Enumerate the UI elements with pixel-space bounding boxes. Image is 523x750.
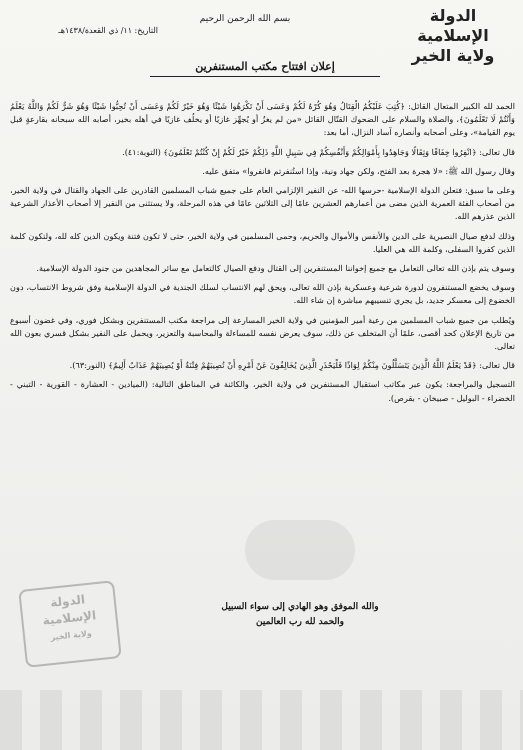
- paragraph-hadith: وقال رسول الله ﷺ: «لا هجرة بعد الفتح، ولكن جهاد ونية، وإذا استُنفرتم فانفروا» متفق عليه.: [202, 165, 515, 176]
- paragraph-registration: التسجيل والمراجعة: يكون عبر مكاتب استقبال المستنفرين في ولاية الخير، والكائنة في المناطق التالية: (الميادين - العشارة - القورية - التبني - الخضراء - البوليل - صبيخان - بقرص).: [10, 379, 515, 403]
- paragraph-verse: قال تعالى: ﴿انْفِرُوا خِفَافًا وَثِقَالًا وَجَاهِدُوا بِأَمْوَالِكُمْ وَأَنْفُسِكُمْ فِي سَبِيلِ اللَّهِ ذَلِكُمْ خَيْرٌ لَكُمْ إِنْ كُنْتُمْ تَعْلَمُونَ﴾ (التوبة:٤١).: [122, 146, 515, 157]
- paragraph-training: وسوف يخضع المستنفرون لدورة شرعية وعسكرية بإذن الله تعالى، ويحق لهم الانتساب لسلك الجندية في الدولة الإسلامية وفق شروط الانتساب، دون الخضوع إلى معسكر جديد، بل يجري تنسيبهم مباشرة إن شاء الله.: [10, 282, 515, 306]
- watermark-band: [0, 690, 523, 750]
- document-body: [10, 100, 515, 411]
- paragraph-intro: الحمد لله الكبير المتعال القائل: ﴿كُتِبَ عَلَيْكُمُ الْقِتَالُ وَهُوَ كُرْهٌ لَكُمْ وَعَسَى أَنْ تَكْرَهُوا شَيْئًا وَهُوَ خَيْرٌ لَكُمْ وَعَسَى أَنْ تُحِبُّوا شَيْئًا وَهُوَ شَرٌّ لَكُمْ وَاللَّهُ يَعْلَمُ وَأَنْتُمْ لَا تَعْلَمُونَ﴾، والصلاة والسلام على الضحوك القتّال القائل «من لم يغزُ أو يُجهِّز غازيًا أو يخلُف غازيًا في أهله بخير، أصابه الله سبحانه بقارعةٍ قبل يوم القيامة»، وعلى أصحابه وأنصاره آساد النزال، أما بعد:: [10, 101, 515, 138]
- basmala: بسم الله الرحمن الرحيم: [199, 14, 291, 24]
- stamp-line-1: الدولة: [49, 592, 86, 610]
- paragraph-request: ويُطلب من جميع شباب المسلمين من رعية أمير المؤمنين في ولاية الخير المسارعة إلى مراجعة مكتب المستنفرين وبشكل فوري، وفي غضون أسبوع من تاريخ الإعلان كحد أقصى، علمًا أن المتخلف عن ذلك، سوف يعرض نفسه للمساءلة والمحاسبة والتعزير، ويحمل على النفير بشكل قسري بعون الله تعالى.: [10, 314, 515, 352]
- logo-line-2: ولاية الخير: [411, 46, 495, 65]
- paragraph-announcement: وعلى ما سبق: فتعلن الدولة الإسلامية -حرسها الله- عن النفير الإلزامي العام على جميع شباب المسلمين القادرين على الجهاد والقتال في ولاية الخير، من أصحاب الفئة العمرية الذين مضى من أعمارهم العشرين عامًا إلى الثلاثين عامًا في هذه المرحلة، ولا يستثنى من النفير إلا أصحاب الأعذار الشرعية الذين عذرهم الله.: [10, 185, 515, 222]
- document-date: التاريخ: ١١/ ذي القعدة/١٤٣٨هـ: [58, 26, 158, 35]
- state-logo: [403, 6, 503, 65]
- document-title: إعلان افتتاح مكتب المستنفرين: [150, 60, 380, 77]
- closing-line-2: والحمد لله رب العالمين: [256, 617, 344, 627]
- watermark-logo: [245, 520, 355, 580]
- closing-line-1: والله الموفق وهو الهادي إلى سواء السبيل: [221, 602, 379, 612]
- document-header: [0, 0, 523, 65]
- paragraph-treatment: وسوف يتم بإذن الله تعالى التعامل مع جميع إخواننا المستنفرين إلى القتال ودفع الصيال كالتعامل مع سائر المجاهدين من جنود الدولة الإسلامية.: [36, 263, 515, 274]
- official-stamp: [18, 580, 122, 668]
- stamp-line-3: ولاية الخير: [50, 628, 93, 643]
- logo-line-1: الدولة الإسلامية: [417, 6, 489, 45]
- paragraph-purpose: وذلك لدفع صيال النصيرية على الدين والأنفس والأموال والحريم، وحمى المسلمين في ولاية الخير، حتى لا تكون فتنة ويكون الدين كله لله، ولتكون كلمة الذين كفروا السفلى، وكلمة الله هي العليا.: [10, 230, 515, 254]
- closing-block: [170, 600, 430, 630]
- paragraph-warning-verse: قال تعالى: ﴿قَدْ يَعْلَمُ اللَّهُ الَّذِينَ يَتَسَلَّلُونَ مِنْكُمْ لِوَاذًا فَلْيَحْذَرِ الَّذِينَ يُخَالِفُونَ عَنْ أَمْرِهِ أَنْ تُصِيبَهُمْ فِتْنَةٌ أَوْ يُصِيبَهُمْ عَذَابٌ أَلِيمٌ﴾ (النور:٦٣).: [69, 360, 515, 371]
- stamp-line-2: الإسلامية: [41, 608, 97, 628]
